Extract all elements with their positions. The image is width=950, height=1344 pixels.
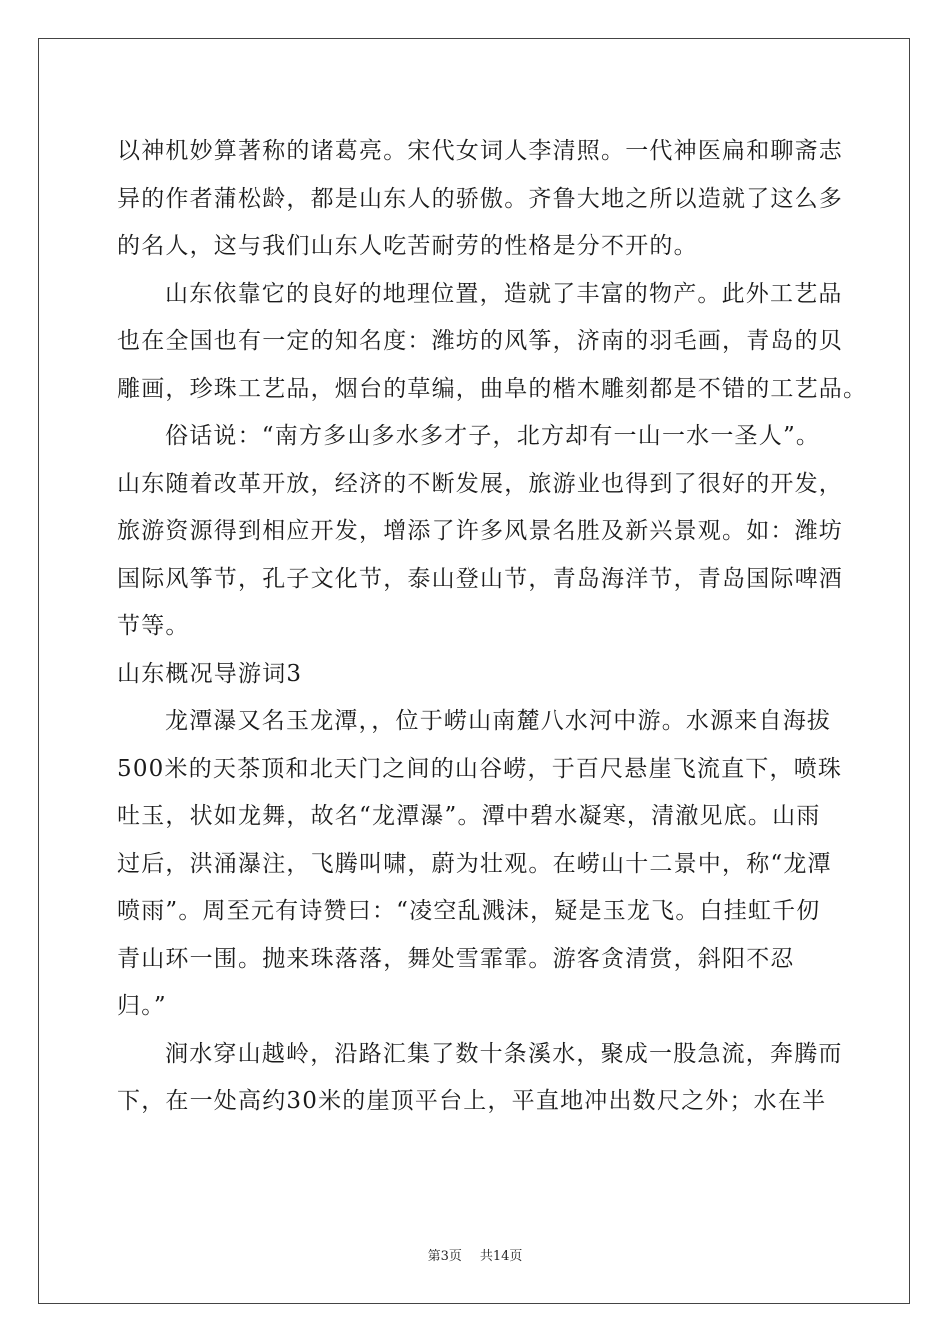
text-line: 青山环一围。抛来珠落落，舞处雪霏霏。游客贪清赏，斜阳不忍 — [117, 945, 795, 972]
text-line: 下，在一处高约30米的崖顶平台上，平直地冲出数尺之外；水在半 — [117, 1088, 827, 1114]
document-body — [117, 128, 868, 1126]
text-line: 过后，洪涌瀑注，飞腾叫啸，蔚为壮观。在崂山十二景中，称“龙潭 — [117, 850, 832, 877]
text-line: 吐玉，状如龙舞，故名“龙潭瀑”。潭中碧水凝寒，清澈见底。山雨 — [117, 803, 821, 829]
text-line: 国际风筝节，孔子文化节，泰山登山节，青岛海洋节，青岛国际啤酒 — [117, 565, 843, 592]
paragraph-start-line: 涧水穿山越岭，沿路汇集了数十条溪水，聚成一股急流，奔腾而 — [165, 1040, 843, 1067]
section-heading: 山东概况导游词3 — [117, 660, 303, 687]
text-line: 喷雨”。周至元有诗赞曰：“凌空乱溅沫，疑是玉龙飞。白挂虹千仞 — [117, 898, 821, 924]
text-line: 雕画，珍珠工艺品，烟台的草编，曲阜的楷木雕刻都是不错的工艺品。 — [117, 375, 868, 402]
paragraph-start-line: 俗话说：“南方多山多水多才子，北方却有一山一水一圣人”。 — [165, 423, 821, 449]
text-line: 也在全国也有一定的知名度：潍坊的风筝，济南的羽毛画，青岛的贝 — [117, 328, 843, 354]
page-footer — [0, 1248, 950, 1266]
text-line: 的名人，这与我们山东人吃苦耐劳的性格是分不开的。 — [117, 233, 698, 259]
paragraph-start-line: 龙潭瀑又名玉龙潭，，位于崂山南麓八水河中游。水源来自海拔 — [165, 708, 832, 734]
paragraph-start-line: 山东依靠它的良好的地理位置，造就了丰富的物产。此外工艺品 — [165, 280, 843, 307]
text-line: 异的作者蒲松龄，都是山东人的骄傲。齐鲁大地之所以造就了这么多 — [117, 185, 843, 212]
text-line: 以神机妙算著称的诸葛亮。宋代女词人李清照。一代神医扁和聊斋志 — [117, 138, 843, 164]
text-line: 归。” — [117, 993, 167, 1019]
text-line: 500米的天茶顶和北天门之间的山谷崂，于百尺悬崖飞流直下，喷珠 — [117, 755, 843, 782]
page-total: 共14页 — [479, 1249, 523, 1264]
text-line: 节等。 — [117, 613, 190, 639]
text-line: 山东随着改革开放，经济的不断发展，旅游业也得到了很好的开发， — [117, 470, 843, 497]
text-line: 旅游资源得到相应开发，增添了许多风景名胜及新兴景观。如：潍坊 — [117, 518, 843, 544]
page-number: 第3页 — [427, 1249, 462, 1264]
